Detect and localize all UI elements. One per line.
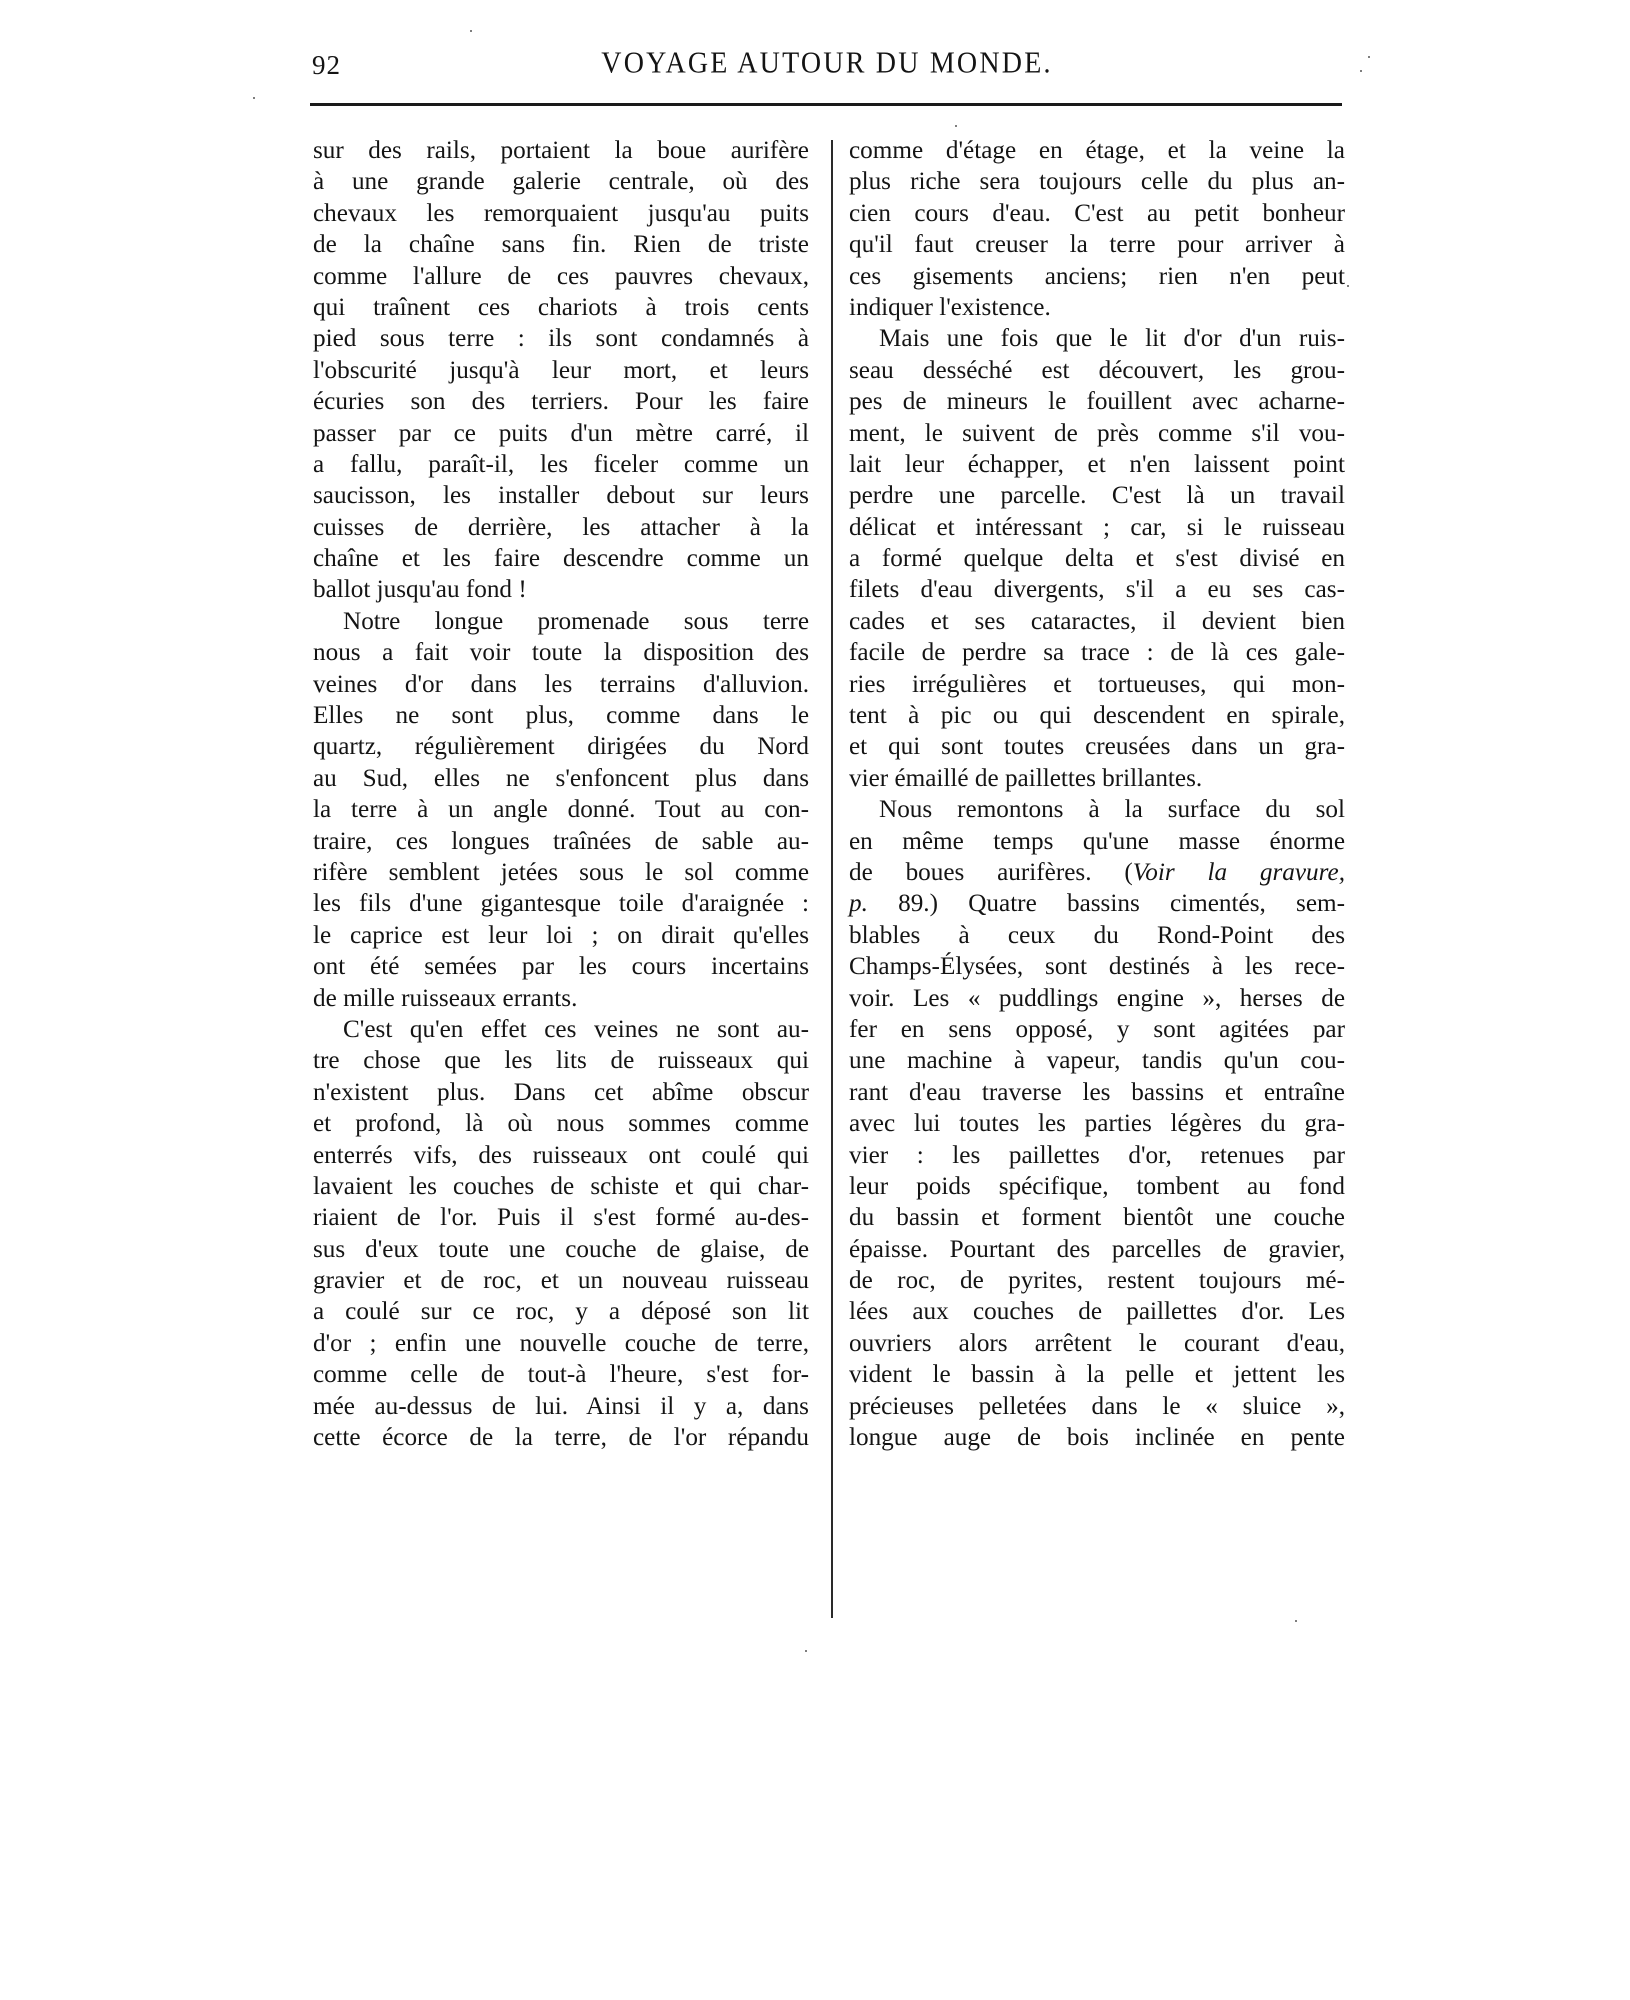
text-line: a fallu, paraît-il, les ficeler comme un: [313, 450, 809, 478]
text-line: cuisses de derrière, les attacher à la: [313, 513, 809, 541]
text-run: de boues aurifères. (: [849, 858, 1133, 886]
text-line: ries irrégulières et tortueuses, qui mon-: [849, 670, 1345, 698]
scan-speck: [805, 1650, 807, 1652]
text-line: la terre à un angle donné. Tout au con-: [313, 796, 809, 824]
text-column-right: [849, 135, 1345, 1453]
text-line: C'est qu'en effet ces veines ne sont au-: [343, 1015, 809, 1043]
text-line: tent à pic ou qui descendent en spirale,: [849, 702, 1345, 730]
text-line: Mais une fois que le lit d'or d'un ruis-: [879, 325, 1345, 353]
text-line: gravier et de roc, et un nouveau ruisseau: [313, 1267, 809, 1295]
text-line: avec lui toutes les parties légères du gra-: [849, 1110, 1345, 1138]
text-line: ont été semées par les cours incertains: [313, 953, 809, 981]
text-line: traire, ces longues traînées de sable au-: [313, 827, 809, 855]
text-line: ouvriers alors arrêtent le courant d'eau,: [849, 1329, 1345, 1357]
text-line: a coulé sur ce roc, y a déposé son lit: [313, 1298, 809, 1326]
running-head: [312, 44, 1342, 88]
scan-speck: [1360, 70, 1362, 72]
text-line: une machine à vapeur, tandis qu'un cou-: [849, 1047, 1345, 1075]
text-line: le caprice est leur loi ; on dirait qu'elles: [313, 921, 809, 949]
text-line: fer en sens opposé, y sont agitées par: [849, 1015, 1345, 1043]
text-line: comme l'allure de ces pauvres chevaux,: [313, 262, 809, 290]
text-line: les fils d'une gigantesque toile d'araignée :: [313, 890, 809, 918]
scan-speck: [253, 97, 255, 99]
text-line: veines d'or dans les terrains d'alluvion.: [313, 670, 809, 698]
running-title: VOYAGE AUTOUR DU MONDE.: [601, 46, 1053, 81]
text-column-left: [313, 135, 809, 1453]
text-line: épaisse. Pourtant des parcelles de gravier,: [849, 1235, 1345, 1263]
text-line: longue auge de bois inclinée en pente: [849, 1424, 1345, 1452]
text-line: nous a fait voir toute la disposition des: [313, 639, 809, 667]
text-line: vident le bassin à la pelle et jettent les: [849, 1361, 1345, 1389]
text-line: qui traînent ces chariots à trois cents: [313, 293, 809, 321]
text-line: filets d'eau divergents, s'il a eu ses cas-: [849, 576, 1345, 604]
text-line: leur poids spécifique, tombent au fond: [849, 1172, 1345, 1200]
text-line: et profond, là où nous sommes comme: [313, 1110, 809, 1138]
text-line: Nous remontons à la surface du sol: [879, 796, 1345, 824]
text-line: indiquer l'existence.: [849, 293, 1051, 321]
scan-speck: [1368, 56, 1370, 58]
text-line: ces gisements anciens; rien n'en peut: [849, 262, 1345, 290]
italic-reference: p.: [849, 890, 868, 918]
text-line: passer par ce puits d'un mètre carré, il: [313, 419, 809, 447]
text-line: ment, le suivent de près comme s'il vou-: [849, 419, 1345, 447]
header-rule: [310, 103, 1342, 106]
text-line: Champs-Élysées, sont destinés à les rece-: [849, 953, 1345, 981]
text-line: sur des rails, portaient la boue aurifère: [313, 137, 809, 164]
text-line: l'obscurité jusqu'à leur mort, et leurs: [313, 356, 809, 384]
text-line: [849, 888, 1345, 919]
text-line: vier émaillé de paillettes brillantes.: [849, 764, 1203, 792]
text-line: riaient de l'or. Puis il s'est formé au-des-: [313, 1204, 809, 1232]
text-line: comme d'étage en étage, et la veine la: [849, 137, 1345, 164]
text-line: en même temps qu'une masse énorme: [849, 827, 1345, 855]
text-line: enterrés vifs, des ruisseaux ont coulé qui: [313, 1141, 809, 1169]
scan-speck: [1295, 1620, 1297, 1622]
text-line: tre chose que les lits de ruisseaux qui: [313, 1047, 809, 1075]
text-line: ballot jusqu'au fond !: [313, 576, 527, 604]
italic-reference: Voir la gravure,: [1132, 858, 1345, 886]
text-line: cien cours d'eau. C'est au petit bonheur: [849, 199, 1345, 227]
text-line: lavaient les couches de schiste et qui char-: [313, 1172, 809, 1200]
text-line: sus d'eux toute une couche de glaise, de: [313, 1235, 809, 1263]
text-line: du bassin et forment bientôt une couche: [849, 1204, 1345, 1232]
text-line: chaîne et les faire descendre comme un: [313, 545, 809, 573]
text-line: blables à ceux du Rond-Point des: [849, 921, 1345, 949]
text-line: au Sud, elles ne s'enfoncent plus dans: [313, 764, 809, 792]
text-line: voir. Les « puddlings engine », herses de: [849, 984, 1345, 1012]
text-line: Notre longue promenade sous terre: [343, 607, 809, 635]
text-line: cette écorce de la terre, de l'or répandu: [313, 1424, 809, 1452]
text-line: de mille ruisseaux errants.: [313, 984, 578, 1012]
text-line: perdre une parcelle. C'est là un travail: [849, 482, 1345, 510]
text-line: qu'il faut creuser la terre pour arriver à: [849, 231, 1345, 259]
text-line: à une grande galerie centrale, où des: [313, 168, 809, 196]
text-run: 89.) Quatre bassins cimentés, sem-: [867, 890, 1345, 918]
text-line: seau desséché est découvert, les grou-: [849, 356, 1345, 384]
text-line: n'existent plus. Dans cet abîme obscur: [313, 1078, 809, 1106]
text-line: vier : les paillettes d'or, retenues par: [849, 1141, 1345, 1169]
text-line: délicat et intéressant ; car, si le ruisseau: [849, 513, 1345, 541]
text-line: et qui sont toutes creusées dans un gra-: [849, 733, 1345, 761]
text-line: Elles ne sont plus, comme dans le: [313, 702, 809, 730]
text-line: lait leur échapper, et n'en laissent point: [849, 450, 1345, 478]
text-line: saucisson, les installer debout sur leurs: [313, 482, 809, 510]
scan-speck: [470, 30, 472, 32]
text-line: pied sous terre : ils sont condamnés à: [313, 325, 809, 353]
text-line: mée au-dessus de lui. Ainsi il y a, dans: [313, 1392, 809, 1420]
scan-speck: [1347, 285, 1349, 287]
text-line: a formé quelque delta et s'est divisé en: [849, 545, 1345, 573]
text-line: de roc, de pyrites, restent toujours mé-: [849, 1267, 1345, 1295]
text-line: de la chaîne sans fin. Rien de triste: [313, 231, 809, 259]
column-divider: [831, 140, 833, 1618]
text-line: quartz, régulièrement dirigées du Nord: [313, 733, 809, 761]
text-line: écuries son des terriers. Pour les faire: [313, 388, 809, 416]
text-line: rant d'eau traverse les bassins et entraîne: [849, 1078, 1345, 1106]
text-line: comme celle de tout-à l'heure, s'est for-: [313, 1361, 809, 1389]
text-line: pes de mineurs le fouillent avec acharne-: [849, 388, 1345, 416]
text-line: facile de perdre sa trace : de là ces gale-: [849, 639, 1345, 667]
text-line: lées aux couches de paillettes d'or. Les: [849, 1298, 1345, 1326]
text-line: plus riche sera toujours celle du plus an-: [849, 168, 1345, 196]
text-line: chevaux les remorquaient jusqu'au puits: [313, 199, 809, 227]
text-line: précieuses pelletées dans le « sluice »,: [849, 1392, 1345, 1420]
text-line: cades et ses cataractes, il devient bien: [849, 607, 1345, 635]
text-line: [849, 857, 1345, 888]
text-line: d'or ; enfin une nouvelle couche de terre,: [313, 1329, 809, 1357]
page-number: 92: [312, 50, 341, 80]
scan-speck: [955, 125, 957, 127]
text-line: rifère semblent jetées sous le sol comme: [313, 858, 809, 886]
